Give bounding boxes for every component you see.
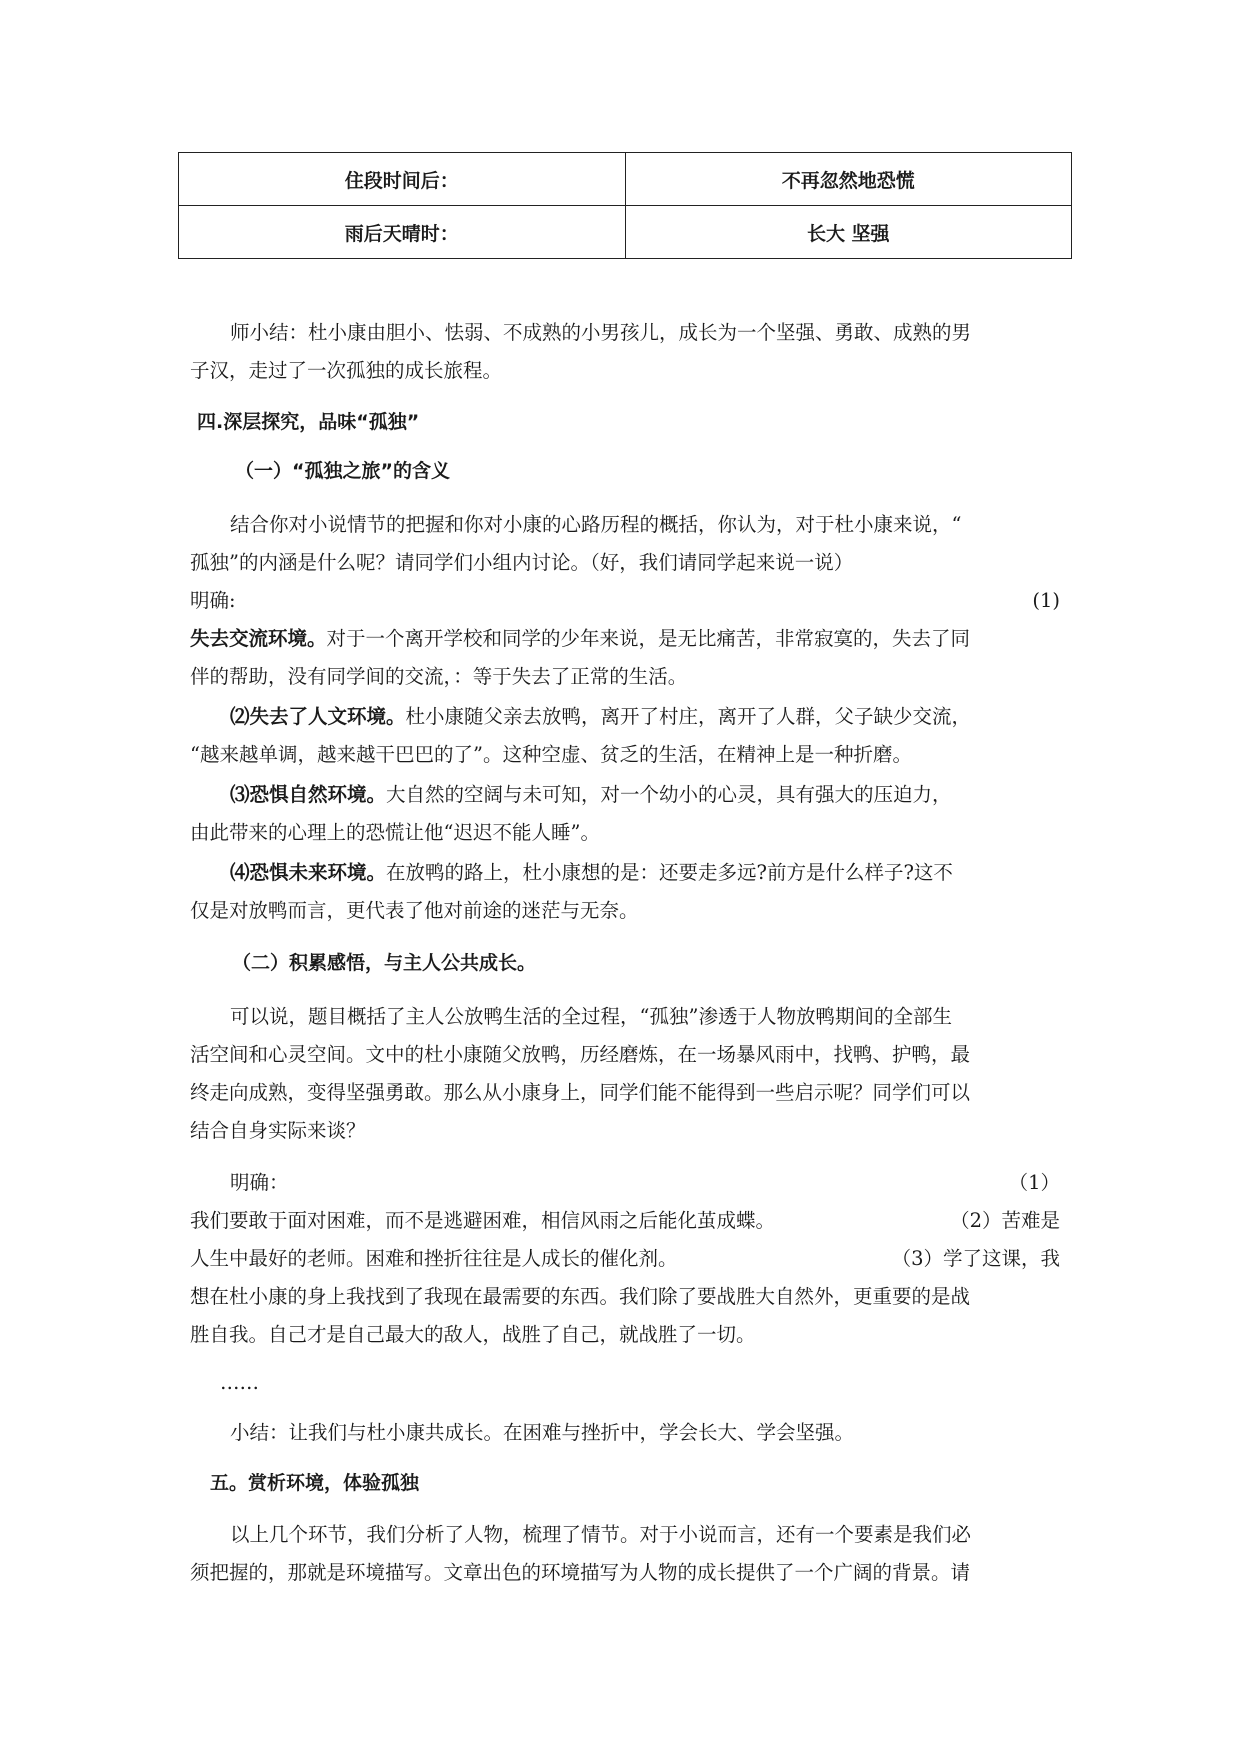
answer-line	[230, 1164, 1060, 1202]
paragraph-line: “越来越单调，越来越干巴巴的了”。这种空虚、贫乏的生活，在精神上是一种折磨。	[190, 743, 912, 766]
subsection-heading: （一）“孤独之旅”的含义	[235, 460, 450, 482]
table-row	[179, 153, 1072, 206]
table-cell: 不再忽然地恐慌	[625, 153, 1072, 206]
growth-table	[178, 152, 1072, 259]
summary-line: 师小结：杜小康由胆小、怯弱、不成熟的小男孩儿，成长为一个坚强、勇敢、成熟的男	[230, 321, 972, 344]
item-number: （3）学了这课，我	[891, 1247, 1060, 1270]
paragraph-line	[230, 698, 1060, 736]
answer-line: 胜自我。自己才是自己最大的敌人，战胜了自己，就战胜了一切。	[190, 1323, 756, 1346]
paragraph-line	[230, 776, 1060, 814]
answer-line: 想在杜小康的身上我找到了我现在最需要的东西。我们除了要战胜大自然外，更重要的是战	[190, 1285, 971, 1308]
answer-text: 我们要敢于面对困难，而不是逃避困难，相信风雨之后能化茧成蝶。	[190, 1209, 776, 1232]
answer-line	[190, 1202, 1060, 1240]
paragraph-text: 杜小康随父亲去放鸭，离开了村庄，离开了人群，父子缺少交流，	[405, 705, 972, 728]
table-row	[179, 206, 1072, 259]
answer-line	[190, 582, 1060, 620]
bold-term: ⑵失去了人文环境。	[230, 705, 406, 728]
ellipsis: ……	[220, 1371, 259, 1394]
answer-text: 人生中最好的老师。困难和挫折往往是人成长的催化剂。	[190, 1247, 678, 1270]
table-cell: 雨后天晴时：	[179, 206, 626, 259]
paragraph-line: 须把握的，那就是环境描写。文章出色的环境描写为人物的成长提供了一个广阔的背景。请	[190, 1561, 971, 1584]
summary-line: 子汉，走过了一次孤独的成长旅程。	[190, 359, 503, 382]
paragraph-line: 伴的帮助，没有同学间的交流，：等于失去了正常的生活。	[190, 665, 688, 688]
section-heading: 五。赏析环境，体验孤独	[210, 1472, 420, 1494]
answer-label: 明确:	[190, 589, 236, 612]
item-number: （2）苦难是	[950, 1209, 1060, 1232]
table-cell: 住段时间后：	[179, 153, 626, 206]
paragraph-line: 终走向成熟，变得坚强勇敢。那么从小康身上，同学们能不能得到一些启示呢？同学们可以	[190, 1081, 971, 1104]
paragraph-line: 结合你对小说情节的把握和你对小康的心路历程的概括，你认为，对于杜小康来说，“	[230, 513, 962, 536]
answer-label: 明确：	[230, 1171, 289, 1194]
table-cell: 长大 坚强	[625, 206, 1072, 259]
item-number: （1）	[1008, 1171, 1060, 1194]
paragraph-line: 活空间和心灵空间。文中的杜小康随父放鸭，历经磨炼，在一场暴风雨中，找鸭、护鸭，最	[190, 1043, 971, 1066]
paragraph-line: 由此带来的心理上的恐慌让他“迟迟不能人睡”。	[190, 821, 600, 844]
section-heading: 四.深层探究，品味“孤独”	[197, 411, 420, 433]
paragraph-line: 孤独”的内涵是什么呢？请同学们小组内讨论。（好，我们请同学起来说一说）	[190, 551, 854, 574]
bold-term: ⑶恐惧自然环境。	[230, 783, 387, 806]
bold-term: ⑷恐惧未来环境。	[230, 861, 387, 884]
bold-term: 失去交流环境。	[190, 627, 327, 650]
paragraph-line	[230, 854, 1060, 892]
item-number: (1)	[1032, 589, 1060, 612]
subsection-heading: （二）积累感悟，与主人公共成长。	[232, 952, 537, 974]
paragraph-line: 仅是对放鸭而言，更代表了他对前途的迷茫与无奈。	[190, 899, 639, 922]
paragraph-line: 以上几个环节，我们分析了人物，梳理了情节。对于小说而言，还有一个要素是我们必	[230, 1523, 972, 1546]
paragraph-line: 结合自身实际来谈？	[190, 1119, 366, 1142]
summary-line: 小结：让我们与杜小康共成长。在困难与挫折中，学会长大、学会坚强。	[230, 1421, 855, 1444]
paragraph-line	[190, 620, 1060, 658]
paragraph-text: 对于一个离开学校和同学的少年来说，是无比痛苦，非常寂寞的，失去了同	[326, 627, 971, 650]
answer-line	[190, 1240, 1060, 1278]
paragraph-line: 可以说，题目概括了主人公放鸭生活的全过程，“孤独”渗透于人物放鸭期间的全部生	[230, 1005, 952, 1028]
paragraph-text: 大自然的空阔与未可知，对一个幼小的心灵，具有强大的压迫力，	[386, 783, 952, 806]
paragraph-text: 在放鸭的路上，杜小康想的是：还要走多远?前方是什么样子?这不	[386, 861, 953, 884]
